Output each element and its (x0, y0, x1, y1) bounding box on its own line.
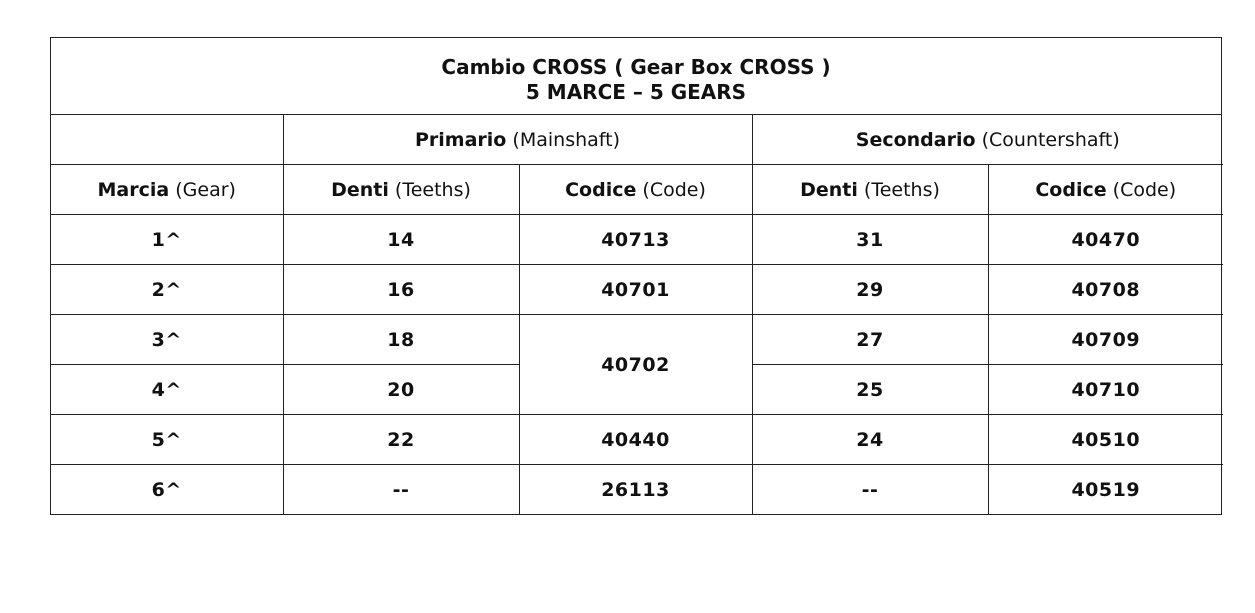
header-primary-code-translation: (Code) (642, 178, 706, 201)
header-secondary-teeth-translation: (Teeths) (863, 178, 940, 201)
gear-cell: 6^ (51, 465, 283, 515)
secondary-code-cell: 40510 (988, 415, 1223, 465)
table-row (51, 465, 1223, 515)
table-row (51, 415, 1223, 465)
primary-teeth-cell: -- (283, 465, 519, 515)
gear-cell: 2^ (51, 265, 283, 315)
title-line-1: Cambio CROSS ( Gear Box CROSS ) (441, 55, 831, 79)
header-gear-label: Marcia (97, 178, 170, 201)
title-block (51, 38, 1221, 115)
header-gear (51, 165, 283, 215)
primary-code-cell: 40701 (519, 265, 752, 315)
header-secondary-code-translation: (Code) (1112, 178, 1177, 201)
gear-cell: 5^ (51, 415, 283, 465)
gearbox-document (50, 37, 1222, 515)
header-secondary-code (988, 165, 1223, 215)
secondary-group-header (752, 115, 1223, 165)
header-primary-code-label: Codice (565, 178, 637, 201)
primary-group-header (283, 115, 752, 165)
primary-code-cell: 40713 (519, 215, 752, 265)
secondary-teeth-cell: 29 (752, 265, 988, 315)
secondary-teeth-cell: 31 (752, 215, 988, 265)
column-header-row (51, 165, 1223, 215)
primary-group-label: Primario (415, 128, 507, 151)
primary-code-cell: 26113 (519, 465, 752, 515)
secondary-group-translation: (Countershaft) (981, 128, 1120, 151)
primary-group-translation: (Mainshaft) (512, 128, 620, 151)
secondary-code-cell: 40710 (988, 365, 1223, 415)
secondary-teeth-cell: 25 (752, 365, 988, 415)
secondary-teeth-cell: 27 (752, 315, 988, 365)
header-secondary-teeth (752, 165, 988, 215)
table-row (51, 215, 1223, 265)
primary-code-cell: 40440 (519, 415, 752, 465)
group-header-row (51, 115, 1223, 165)
gear-cell: 4^ (51, 365, 283, 415)
primary-teeth-cell: 16 (283, 265, 519, 315)
secondary-teeth-cell: 24 (752, 415, 988, 465)
secondary-code-cell: 40708 (988, 265, 1223, 315)
secondary-code-cell: 40709 (988, 315, 1223, 365)
empty-header-cell (51, 115, 283, 165)
table-row (51, 265, 1223, 315)
primary-teeth-cell: 20 (283, 365, 519, 415)
header-secondary-teeth-label: Denti (800, 178, 858, 201)
secondary-code-cell: 40519 (988, 465, 1223, 515)
header-primary-teeth-translation: (Teeths) (394, 178, 471, 201)
header-secondary-code-label: Codice (1035, 178, 1107, 201)
header-primary-teeth-label: Denti (331, 178, 389, 201)
header-primary-code (519, 165, 752, 215)
primary-teeth-cell: 22 (283, 415, 519, 465)
primary-teeth-cell: 18 (283, 315, 519, 365)
header-primary-teeth (283, 165, 519, 215)
primary-code-cell-merged: 40702 (519, 315, 752, 415)
gear-cell: 1^ (51, 215, 283, 265)
gear-table (51, 115, 1223, 514)
primary-teeth-cell: 14 (283, 215, 519, 265)
header-gear-translation: (Gear) (175, 178, 236, 201)
secondary-teeth-cell: -- (752, 465, 988, 515)
gear-cell: 3^ (51, 315, 283, 365)
secondary-code-cell: 40470 (988, 215, 1223, 265)
table-row (51, 315, 1223, 365)
title-line-2: 5 MARCE – 5 GEARS (525, 80, 747, 104)
secondary-group-label: Secondario (855, 128, 976, 151)
